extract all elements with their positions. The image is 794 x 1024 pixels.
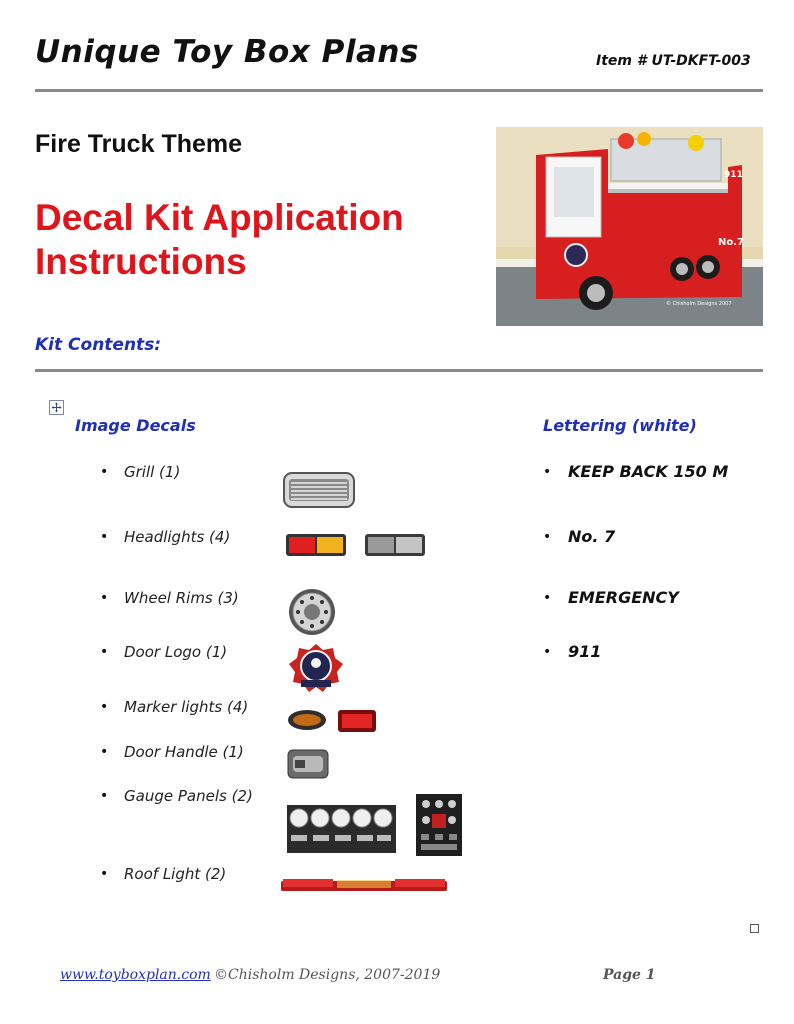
door-logo-decal-image (287, 642, 345, 694)
page-title-line2: Instructions (35, 241, 247, 282)
decal-label-door-logo: Door Logo (1) (124, 643, 228, 661)
decal-label-grill: Grill (1) (124, 463, 181, 481)
footer-copyright: ©Chisholm Designs, 2007-2019 (214, 967, 441, 983)
table-move-handle-icon[interactable] (49, 400, 64, 415)
theme-heading: Fire Truck Theme (35, 130, 243, 158)
table-end-marker (750, 924, 759, 933)
bullet: • (100, 744, 109, 760)
footer-page-number: Page 1 (603, 967, 656, 983)
image-decals-heading: Image Decals (75, 416, 196, 435)
brand-title: Unique Toy Box Plans (35, 34, 419, 70)
item-number: Item # UT-DKFT-003 (596, 53, 751, 69)
bullet: • (543, 464, 552, 480)
marker-light-red-decal-image (337, 709, 377, 733)
lettering-label: No. 7 (568, 527, 616, 546)
lettering-label: 911 (568, 642, 602, 661)
page-title-line1: Decal Kit Application (35, 197, 404, 238)
kit-contents-heading: Kit Contents: (35, 335, 162, 355)
door-handle-decal-image (287, 749, 329, 779)
headlight-decal-clear-image (364, 533, 426, 557)
bullet: • (543, 590, 552, 606)
footer-website-link[interactable]: www.toyboxplan.com (60, 967, 211, 983)
truck-no7-text: No.7 (718, 237, 744, 248)
decal-label-wheel-rims: Wheel Rims (3) (124, 589, 239, 607)
bullet: • (543, 644, 552, 660)
kit-contents-divider (35, 369, 763, 372)
bullet: • (100, 699, 109, 715)
lettering-heading: Lettering (white) (543, 416, 697, 435)
decal-label-headlights: Headlights (4) (124, 528, 231, 546)
bullet: • (543, 529, 552, 545)
bullet: • (100, 464, 109, 480)
fire-truck-toybox-photo (496, 127, 763, 326)
bullet: • (100, 529, 109, 545)
bullet: • (100, 788, 109, 804)
control-panel-decal-image (416, 794, 462, 856)
decal-label-gauge-panels: Gauge Panels (2) (124, 787, 253, 805)
lettering-label: EMERGENCY (568, 588, 679, 607)
bullet: • (100, 590, 109, 606)
decal-label-door-handle: Door Handle (1) (124, 743, 244, 761)
photo-caption: © Chisholm Designs 2007 (666, 301, 732, 307)
wheel-rim-decal-image (287, 588, 337, 636)
lettering-label: KEEP BACK 150 M (568, 462, 729, 481)
decal-label-roof-light: Roof Light (2) (124, 865, 227, 883)
roof-light-decal-image (281, 877, 447, 893)
bullet: • (100, 866, 109, 882)
gauge-panel-decal-image (287, 805, 396, 853)
marker-light-amber-decal-image (287, 709, 327, 731)
page-title (35, 196, 404, 284)
bullet: • (100, 644, 109, 660)
truck-911-text: 911 (724, 170, 743, 180)
headlight-decal-color-image (285, 533, 347, 557)
grill-decal-image (283, 472, 355, 508)
decal-label-marker-lights: Marker lights (4) (124, 698, 249, 716)
header-divider (35, 89, 763, 92)
